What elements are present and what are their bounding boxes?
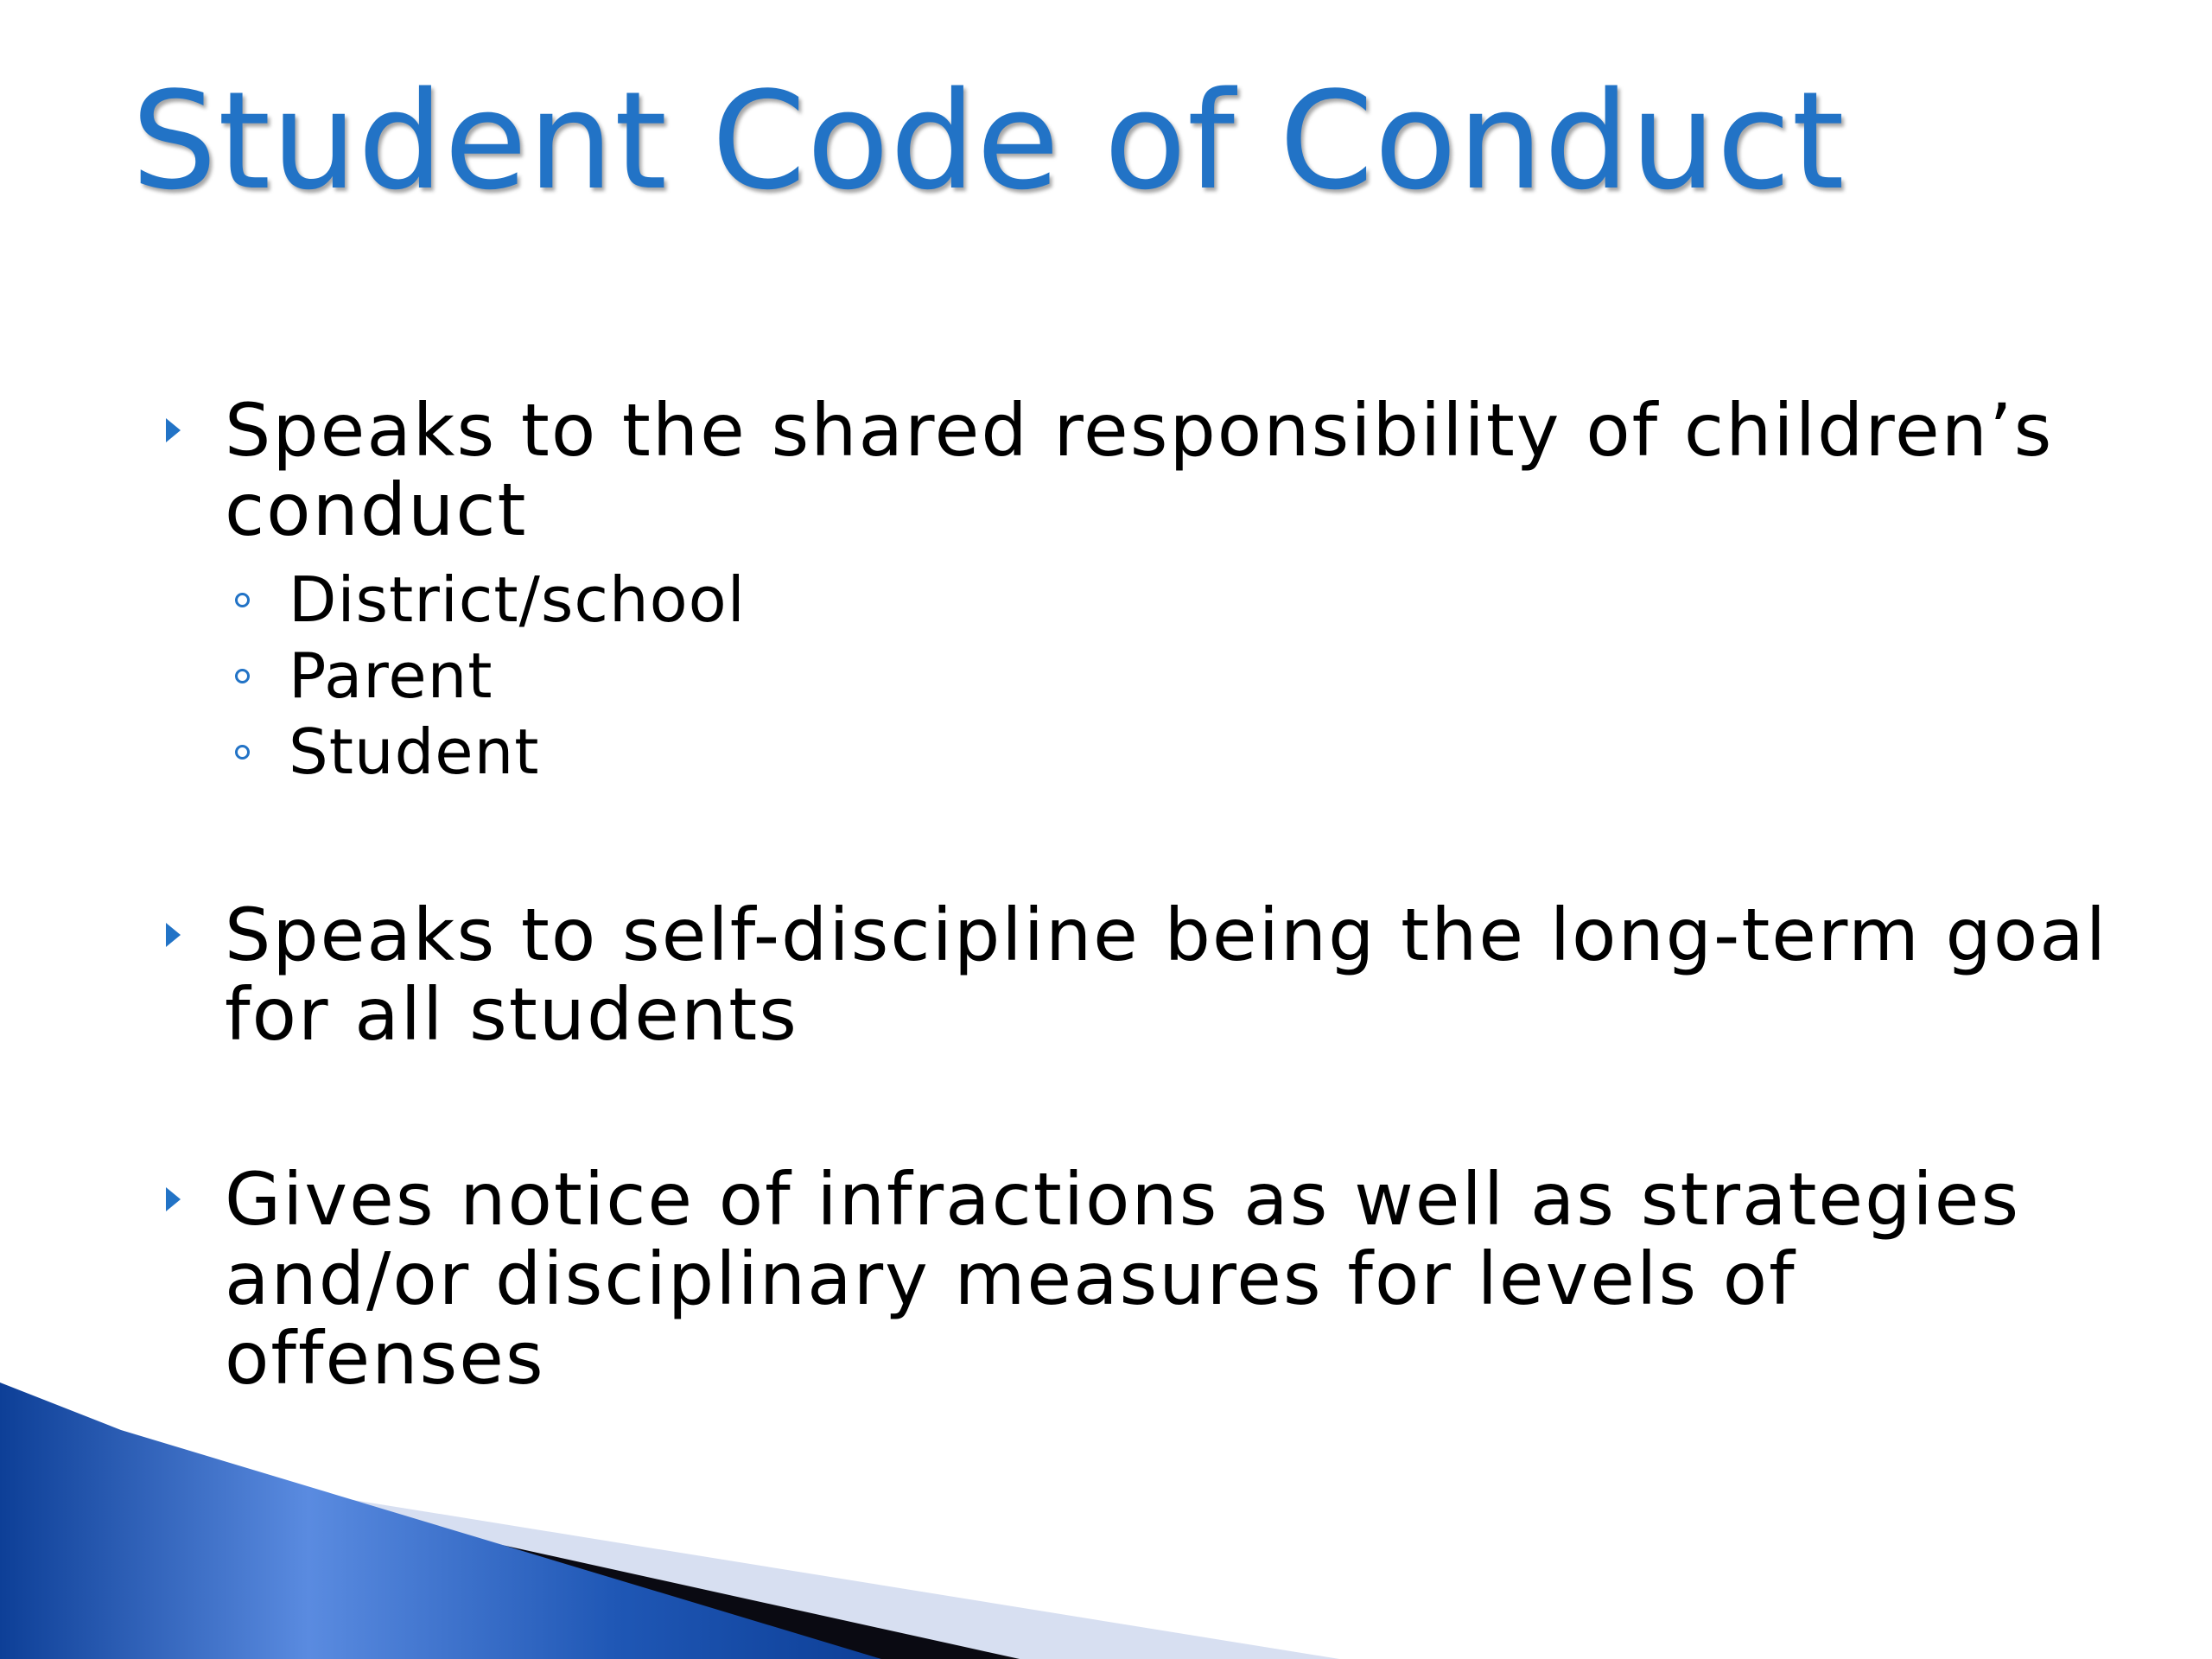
ring-bullet-icon <box>235 669 250 683</box>
sub-bullet-item <box>225 638 2131 714</box>
ring-bullet-icon <box>235 745 250 760</box>
bullet-text: Speaks to self-discipline being the long-term goal for all students <box>225 893 2108 1057</box>
decorative-wave-band <box>0 1382 2212 1659</box>
slide-title: Student Code of Conduct <box>131 62 1846 219</box>
sub-bullet-list <box>225 562 2131 790</box>
sub-bullet-item <box>225 714 2131 790</box>
ring-bullet-icon <box>235 593 250 607</box>
sub-bullet-text: Student <box>289 715 540 788</box>
triangle-bullet-icon <box>166 923 181 947</box>
bullet-text: Gives notice of infractions as well as strategies and/or disciplinary measures for levels of offenses <box>225 1157 2021 1401</box>
bullet-item <box>161 893 2131 1057</box>
bullet-item <box>161 1157 2131 1401</box>
triangle-bullet-icon <box>166 418 181 442</box>
bullet-text: Speaks to the shared responsibility of children’s conduct <box>225 388 2054 552</box>
sub-bullet-text: District/school <box>289 563 746 636</box>
triangle-bullet-icon <box>166 1187 181 1211</box>
bullet-item <box>161 388 2131 790</box>
sub-bullet-item <box>225 562 2131 638</box>
bullet-list <box>161 388 2131 1401</box>
sub-bullet-text: Parent <box>289 639 493 712</box>
